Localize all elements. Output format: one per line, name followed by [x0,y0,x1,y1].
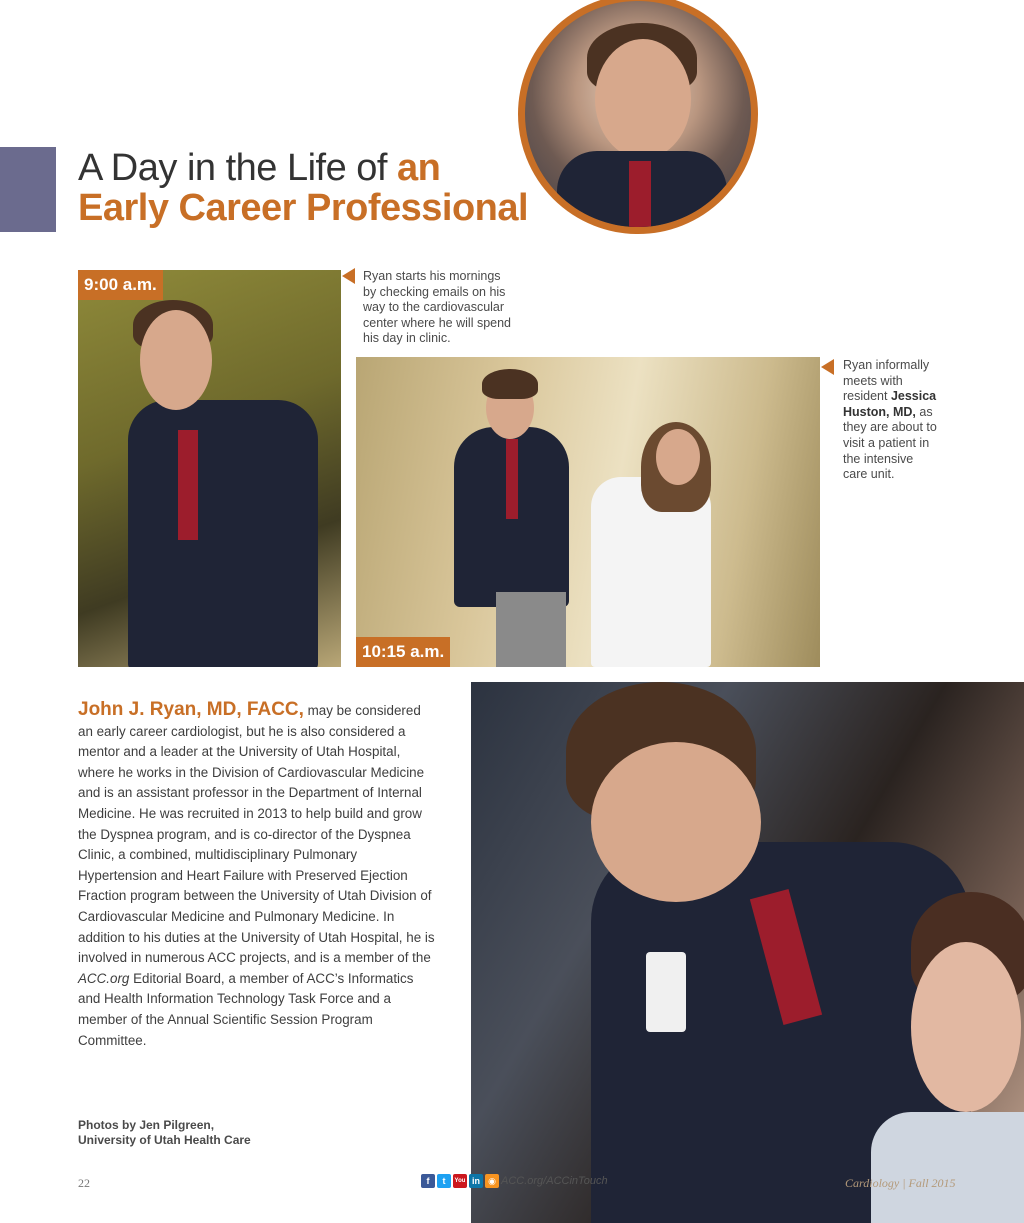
article-italic-link: ACC.org [78,970,130,986]
article-text-1: may be considered an early career cardiologist, but he is also considered a mentor and a leader at the University of Utah Hospital, where he works in the Division of Cardiovascular Medicine and is an assistant professor in the Department of Internal Medicine. He was recruited in 2013 to help build and grow the Dyspnea program, and is co-director of the Dyspnea Clinic, a combined, multidisciplinary Pulmonary Hypertension and Heart Failure with Preserved Ejection Fraction program between the University of Utah Division of Cardiovascular Medicine and Pulmonary Medicine. In addition to his duties at the University of Utah Hospital, he is involved in numerous ACC projects, and is a member of the [78,703,435,966]
caption-resident [843,358,938,483]
youtube-icon[interactable]: You [453,1174,467,1188]
time-badge-midmorning: 10:15 a.m. [356,637,450,667]
resident-name: Jessica Huston, MD, [843,389,937,419]
footer-divider: | [902,1176,909,1190]
twitter-icon[interactable]: t [437,1174,451,1188]
caption-arrow-icon [342,268,355,284]
rss-icon[interactable]: ◉ [485,1174,499,1188]
caption-morning: Ryan starts his mornings by checking emails on his way to the cardiovascular center where he will spend his day in clinic. [363,269,511,346]
publication-footer [845,1176,956,1191]
doctor-name: John J. Ryan, MD, FACC, [78,699,304,720]
article-body [78,700,438,1051]
photo-patient-exam [471,682,1024,1223]
photo-hallway-meeting [356,357,820,667]
title-line-1: A Day in the Life of [78,147,398,189]
linkedin-icon[interactable]: in [469,1174,483,1188]
photo-credit [78,1118,251,1148]
publication-name: Cardiology [845,1176,900,1190]
portrait-photo [518,0,758,234]
photo-credit-line-2: University of Utah Health Care [78,1133,251,1147]
caption-resident-text-2: as they are about to visit a patient in the intensive care unit. [843,404,937,482]
acc-in-touch-link[interactable]: ACC.org/ACCinTouch [501,1175,608,1187]
page-number: 22 [78,1176,90,1190]
photo-credit-line-1: Photos by Jen Pilgreen, [78,1118,215,1132]
issue-date: Fall 2015 [908,1176,956,1190]
title-accent: an [397,147,441,189]
section-tab [0,147,56,232]
social-icons [421,1174,499,1188]
caption-arrow-icon [821,359,834,375]
facebook-icon[interactable]: f [421,1174,435,1188]
caption-resident-text-1: Ryan informally meets with resident [843,358,930,404]
article-text-2: Editorial Board, a member of ACC’s Informatics and Health Information Technology Task Force and a member of the Annual Scientific Session Program Committee. [78,970,414,1048]
title-line-2: Early Career Professional [78,187,529,229]
time-badge-morning: 9:00 a.m. [78,270,163,300]
page-title [78,148,548,228]
photo-checking-email [78,270,341,667]
